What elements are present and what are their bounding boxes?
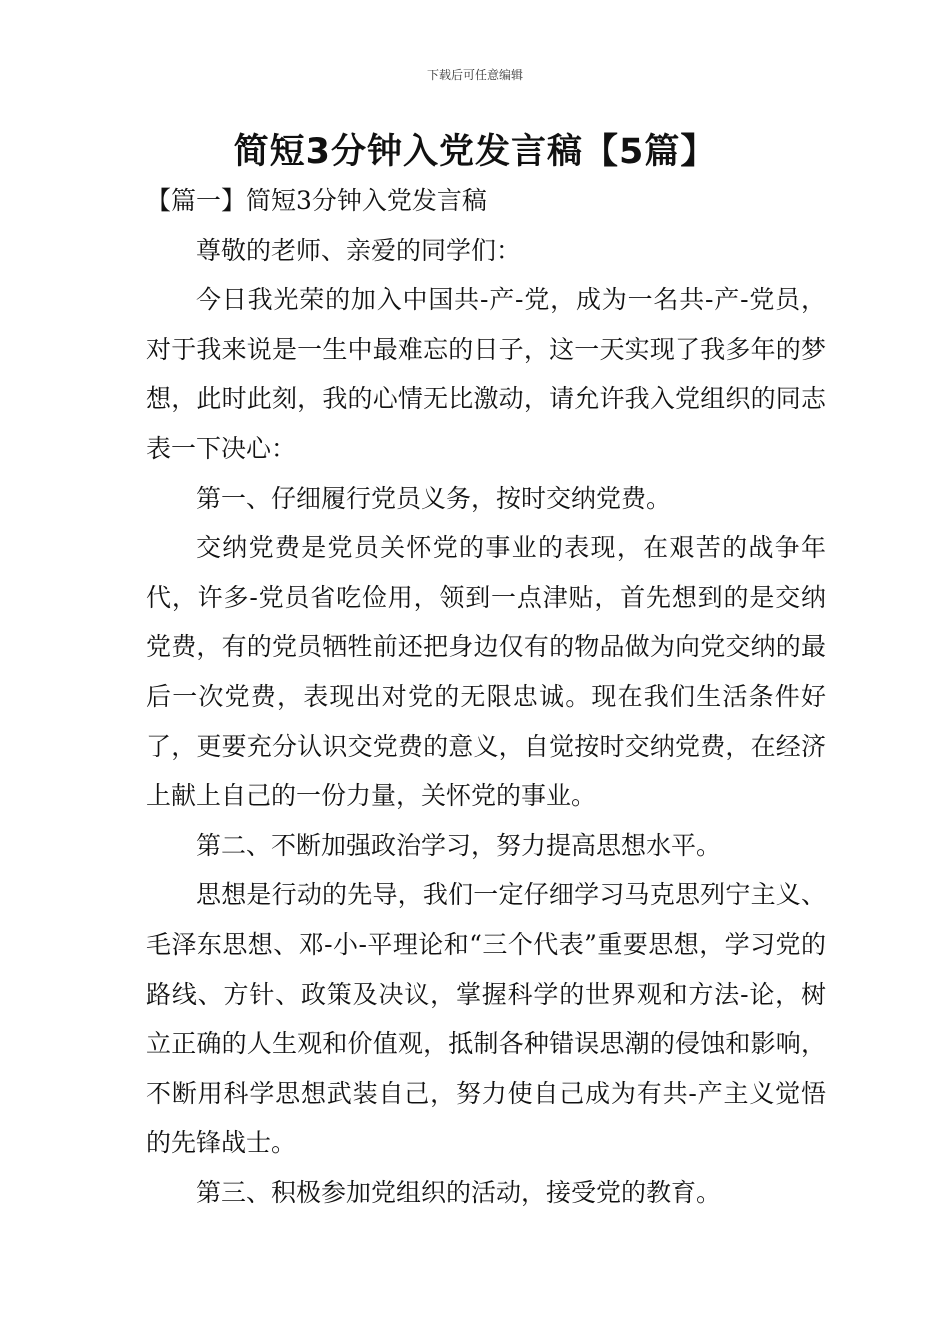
paragraph-greeting: 尊敬的老师、亲爱的同学们： [196,235,522,265]
paragraph-point-three-heading: 第三、积极参加党组织的活动，接受党的教育。 [196,1177,722,1207]
paragraph-point-one-body: 交纳党费是党员关怀党的事业的表现，在艰苦的战争年代，许多-党员省吃俭用，领到一点津贴，首先想到的是交纳党费，有的党员牺牲前还把身边仅有的物品做为向党交纳的最后一次党费，表现出对党的无限忠诚。现在我们生活条件好了，更要充分认识交党费的意义，自觉按时交纳党费，在经济上献上自己的一份力量，关怀党的事业。 [146,533,826,811]
paragraph-point-two-heading: 第二、不断加强政治学习，努力提高思想水平。 [196,830,722,860]
paragraph-intro: 今日我光荣的加入中国共-产-党，成为一名共-产-党员，对于我来说是一生中最难忘的日子，这一天实现了我多年的梦想，此时此刻，我的心情无比激动，请允许我入党组织的同志表一下决心： [146,285,826,463]
header-note: 下载后可任意编辑 [426,68,523,82]
document-body [146,176,826,1217]
document-title: 简短3分钟入党发言稿【5篇】 [233,132,717,172]
paragraph-point-two-body: 思想是行动的先导，我们一定仔细学习马克思列宁主义、毛泽东思想、邓-小-平理论和“三个代表”重要思想，学习党的路线、方针、政策及决议，掌握科学的世界观和方法-论，树立正确的人生观和价值观，抵制各种错误思潮的侵蚀和影响，不断用科学思想武装自己，努力使自己成为有共-产主义觉悟的先锋战士。 [146,880,826,1158]
paragraph-point-one-heading: 第一、仔细履行党员义务，按时交纳党费。 [196,483,672,513]
section-title: 【篇一】简短3分钟入党发言稿 [146,186,487,215]
